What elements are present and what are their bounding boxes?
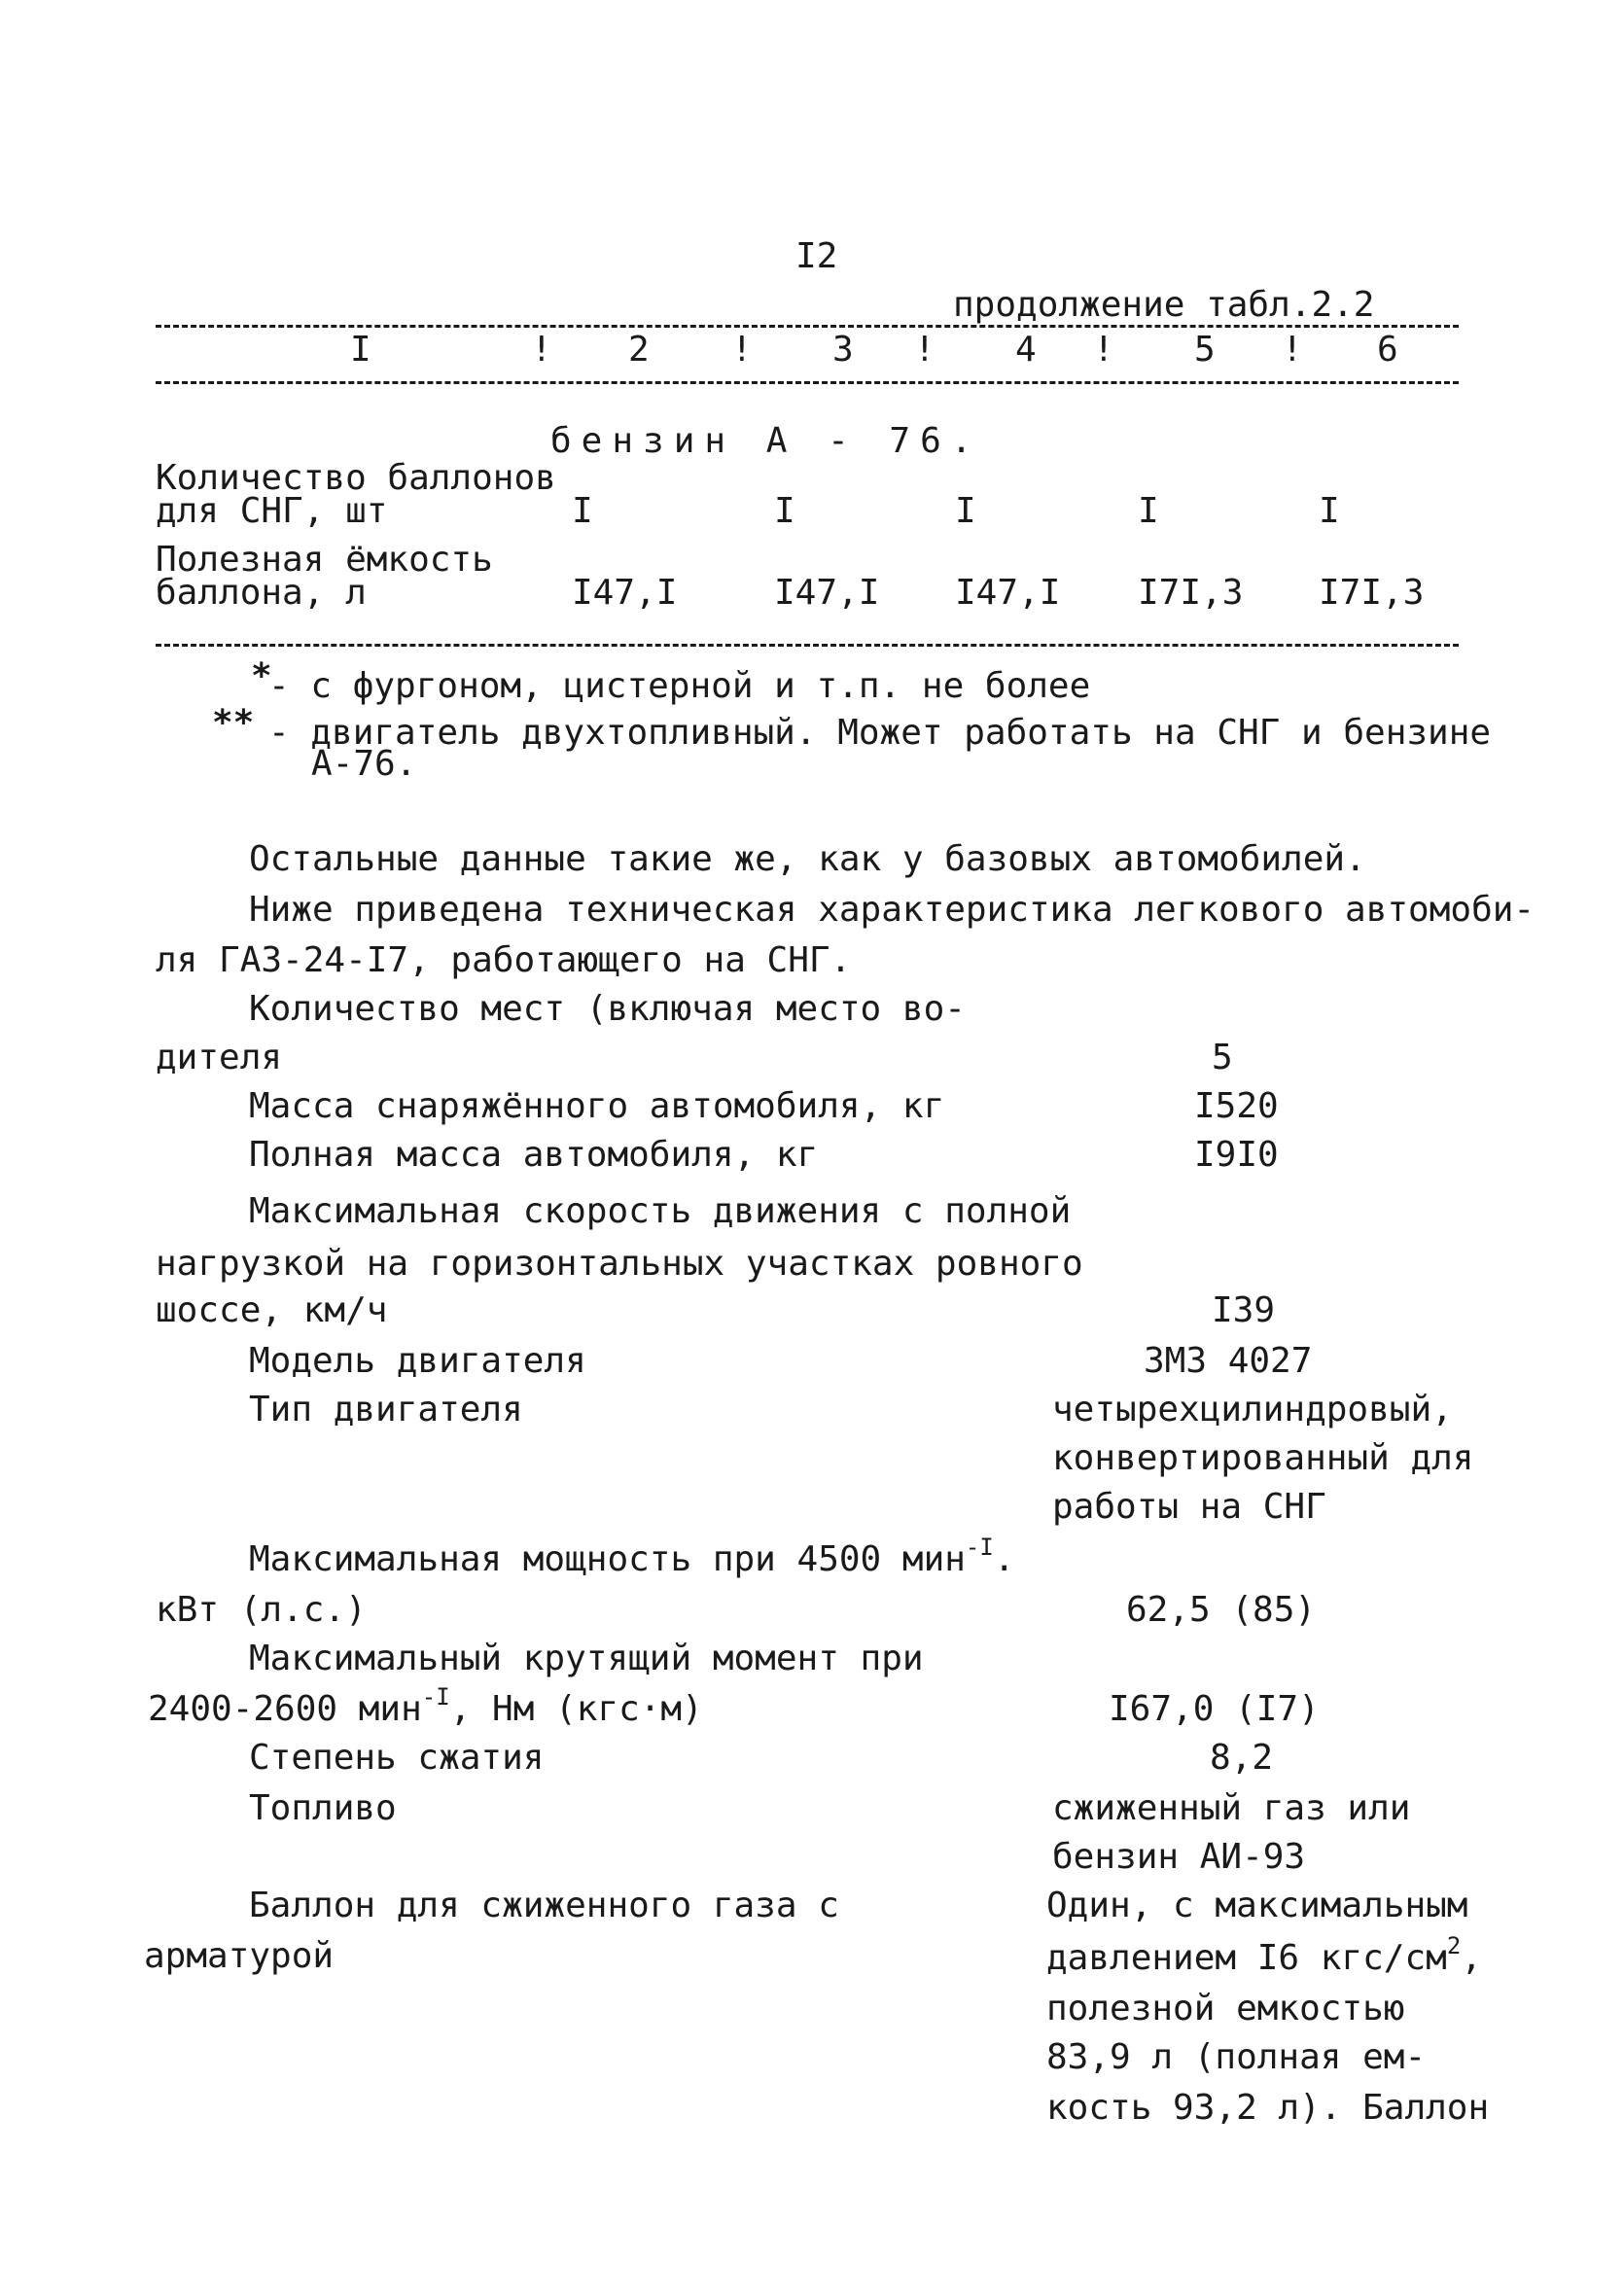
area-unit-exponent: 2 — [1446, 1932, 1462, 1959]
spec-label: Масса снаряжённого автомобиля, кг — [249, 1086, 945, 1126]
table-bottom-rule — [156, 644, 1459, 647]
footnote-mark: ** — [212, 703, 255, 743]
spec-value: 62,5 (85) — [1126, 1590, 1317, 1630]
column-header-5: 5 — [1194, 330, 1216, 370]
table-cell: I7I,3 — [1138, 573, 1244, 613]
footnote-text-continued: А-76. — [311, 744, 417, 784]
table-cell: I47,I — [572, 573, 678, 613]
section-title: бензин А - 76. — [550, 421, 982, 461]
spec-label: Степень сжатия — [249, 1738, 545, 1778]
table-cell: I — [1319, 491, 1340, 531]
spec-value: бензин АИ-93 — [1052, 1837, 1306, 1877]
spec-value: I39 — [1212, 1290, 1276, 1330]
torque-unit-exponent: -I — [421, 1683, 450, 1711]
spec-value — [1046, 1932, 1482, 1978]
spec-value: сжиженный газ или — [1052, 1788, 1411, 1828]
table-cell: I — [572, 491, 593, 531]
spec-value: 83,9 л (полная ем- — [1046, 2037, 1427, 2077]
spec-value: полезной емкостью — [1046, 1989, 1405, 2028]
table-cell: I — [774, 491, 795, 531]
spec-label: Топливо — [249, 1788, 397, 1828]
spec-value: четырехцилиндровый, — [1052, 1390, 1453, 1429]
row-label: баллона, л — [156, 573, 367, 613]
column-separator: ! — [531, 330, 552, 370]
spec-label: Максимальный крутящий момент при — [249, 1639, 924, 1678]
body-paragraph: Ниже приведена техническая характеристика легкового автомоби- — [249, 890, 1536, 930]
column-separator: ! — [731, 330, 753, 370]
spec-value: I67,0 (I7) — [1109, 1689, 1320, 1729]
table-cell: I7I,3 — [1319, 573, 1425, 613]
table-cell: I47,I — [955, 573, 1061, 613]
spec-value: I520 — [1194, 1086, 1279, 1126]
spec-label: Максимальная скорость движения с полной — [249, 1191, 1072, 1231]
table-continuation-label: продолжение табл.2.2 — [953, 285, 1375, 325]
spec-label: Баллон для сжиженного газа с — [249, 1886, 839, 1925]
spec-label: Полная масса автомобиля, кг — [249, 1135, 819, 1175]
body-paragraph: Остальные данные такие же, как у базовых автомобилей. — [249, 839, 1366, 879]
spec-label: Количество мест (включая место во- — [249, 989, 966, 1029]
spec-value: 5 — [1212, 1038, 1233, 1077]
column-header-2: 2 — [628, 330, 650, 370]
body-paragraph-continued: ля ГАЗ-24-I7, работающего на СНГ. — [156, 940, 852, 980]
footnote-text: - двигатель двухтопливный. Может работать на СНГ и бензине — [268, 713, 1492, 753]
spec-label — [148, 1683, 703, 1729]
table-cell: I — [1138, 491, 1159, 531]
torque-label-text: 2400-2600 мин — [148, 1689, 422, 1729]
tank-pressure-end: , — [1461, 1938, 1482, 1978]
footnote-mark: * — [251, 656, 272, 696]
power-label-end: . — [993, 1539, 1015, 1579]
column-separator: ! — [1282, 330, 1303, 370]
spec-label: Тип двигателя — [249, 1390, 523, 1429]
table-header-rule — [156, 381, 1459, 384]
spec-label: Модель двигателя — [249, 1341, 586, 1381]
footnote-text: - с фургоном, цистерной и т.п. не более — [268, 666, 1091, 706]
table-top-rule — [156, 325, 1459, 328]
torque-label-end: , Нм (кгс·м) — [449, 1689, 703, 1729]
spec-label: дителя — [156, 1038, 283, 1077]
spec-value: кость 93,2 л). Баллон — [1046, 2088, 1490, 2128]
column-header-4: 4 — [1015, 330, 1037, 370]
tank-pressure-text: давлением I6 кгс/см — [1046, 1938, 1447, 1978]
spec-value: ЗМЗ 4027 — [1144, 1341, 1313, 1381]
column-header-3: 3 — [832, 330, 854, 370]
row-label: для СНГ, шт — [156, 491, 388, 531]
spec-label: арматурой — [144, 1936, 335, 1976]
column-separator: ! — [1093, 330, 1114, 370]
power-label-text: Максимальная мощность при 4500 мин — [249, 1539, 966, 1579]
spec-value: конвертированный для — [1052, 1438, 1474, 1478]
table-cell: I — [955, 491, 976, 531]
spec-value: работы на СНГ — [1052, 1487, 1326, 1527]
row-label: Количество баллонов — [156, 458, 556, 498]
spec-value: 8,2 — [1210, 1738, 1274, 1778]
column-header-1: I — [350, 330, 371, 370]
spec-value: Один, с максимальным — [1046, 1886, 1468, 1925]
power-unit-exponent: -I — [965, 1534, 994, 1561]
spec-label: кВт (л.с.) — [156, 1590, 367, 1630]
column-separator: ! — [914, 330, 936, 370]
spec-label: шоссе, км/ч — [156, 1290, 388, 1330]
column-header-6: 6 — [1377, 330, 1398, 370]
spec-label: нагрузкой на горизонтальных участках ровного — [156, 1244, 1083, 1284]
page-number: I2 — [795, 236, 838, 276]
table-cell: I47,I — [774, 573, 880, 613]
spec-label — [249, 1534, 1015, 1579]
spec-value: I9I0 — [1194, 1135, 1279, 1175]
row-label: Полезная ёмкость — [156, 540, 493, 580]
